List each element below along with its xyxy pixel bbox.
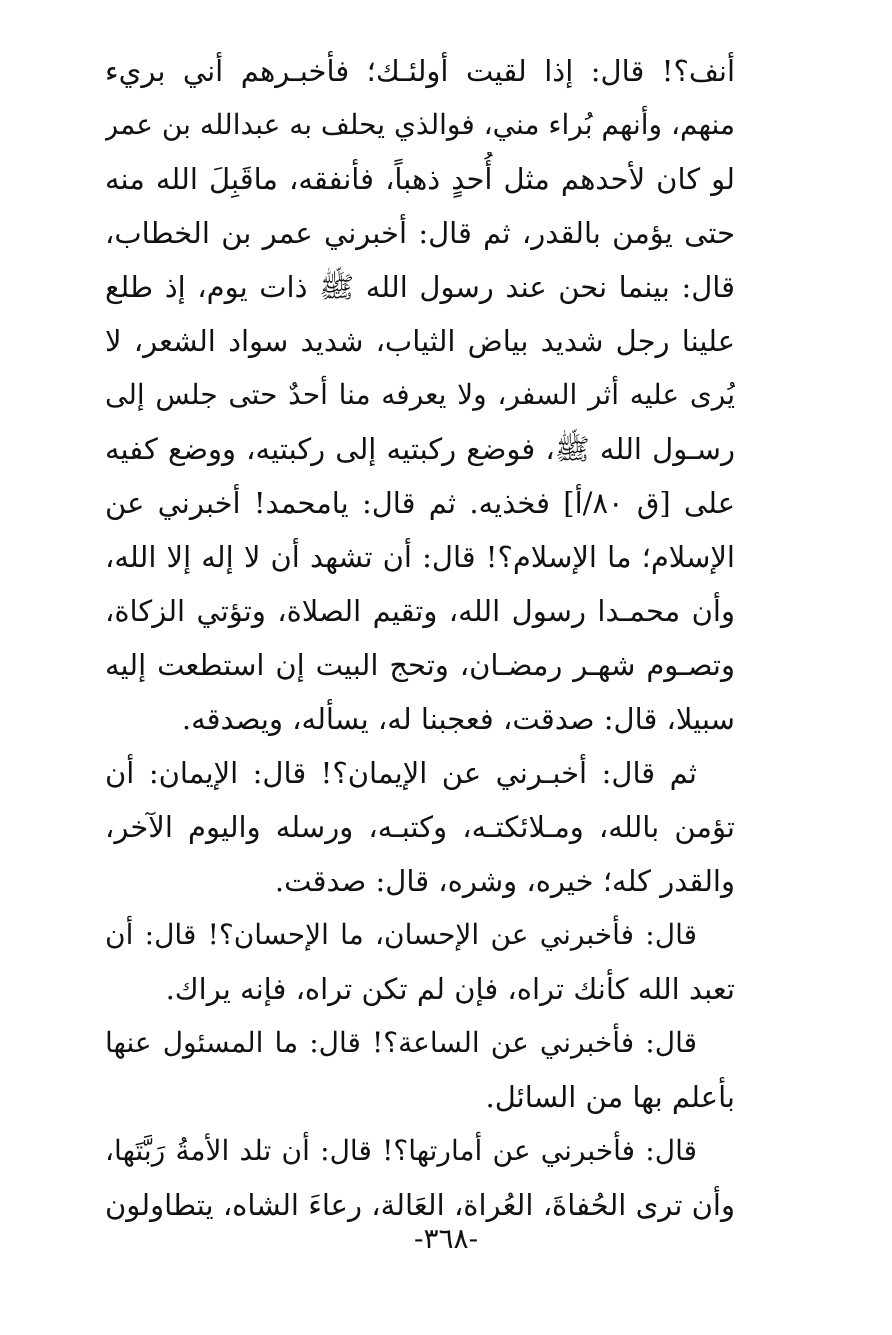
text-line-9: على [ق ٨٠/أ] فخذيه. ثم قال: يامحمد! أخبرني عن: [105, 486, 735, 520]
text-line-10: الإسلام؛ ما الإسلام؟! قال: أن تشهد أن لا إله إلا الله،: [105, 540, 735, 574]
text-line-21: قال: فأخبرني عن أمارتها؟! قال: أن تلد الأمةُ رَبَّتَها،: [105, 1134, 697, 1167]
text-line-18: تعبد الله كأنك تراه، فإن لم تكن تراه، فإنه يراك.: [165, 972, 735, 1006]
text-line-11: وأن محمـدا رسول الله، وتقيم الصلاة، وتؤتي الزكاة،: [105, 594, 735, 628]
text-line-7: يُرى عليه أثر السفر، ولا يعرفه منا أحدٌ حتى جلس إلى: [105, 378, 735, 411]
text-line-12: وتصـوم شهـر رمضـان، وتحج البيت إن استطعت إليه: [105, 648, 735, 682]
text-line-19: قال: فأخبرني عن الساعة؟! قال: ما المسئول عنها: [105, 1026, 697, 1059]
text-line-17: قال: فأخبرني عن الإحسان، ما الإحسان؟! قال: أن: [105, 918, 697, 951]
text-line-2: منهم، وأنهم بُراء مني، فوالذي يحلف به عبدالله بن عمر: [105, 108, 735, 141]
body-text: [105, 44, 735, 1232]
text-line-22: وأن ترى الحُفاةَ، العُراة، العَالة، رعاءَ الشاه، يتطاولون: [105, 1188, 735, 1222]
text-line-15: تؤمن بالله، ومـلائكتـه، وكتبـه، ورسله واليوم الآخر،: [105, 810, 735, 844]
text-line-1: أنف؟! قال: إذا لقيت أولئـك؛ فأخبـرهم أني بريء: [105, 54, 735, 88]
text-line-5: قال: بينما نحن عند رسول الله ﷺ ذات يوم، إذ طلع: [105, 270, 735, 304]
text-line-14: ثم قال: أخبـرني عن الإيمان؟! قال: الإيمان: أن: [105, 756, 697, 790]
text-line-3: لو كان لأحدهم مثل أُحدٍ ذهباً، فأنفقه، ماقَبِلَ الله منه: [105, 162, 735, 196]
text-line-16: والقدر كله؛ خيره، وشره، قال: صدقت.: [274, 864, 735, 898]
text-line-13: سبيلا، قال: صدقت، فعجبنا له، يسأله، ويصدقه.: [181, 702, 735, 736]
text-line-8: رسـول الله ﷺ، فوضع ركبتيه إلى ركبتيه، ووضع كفيه: [105, 432, 735, 466]
page-number: -٣٦٨-: [413, 1222, 479, 1255]
text-line-6: علينا رجل شديد بياض الثياب، شديد سواد الشعر، لا: [105, 324, 735, 358]
text-line-20: بأعلم بها من السائل.: [485, 1080, 735, 1114]
text-line-4: حتى يؤمن بالقدر، ثم قال: أخبرني عمر بن الخطاب،: [105, 216, 735, 250]
